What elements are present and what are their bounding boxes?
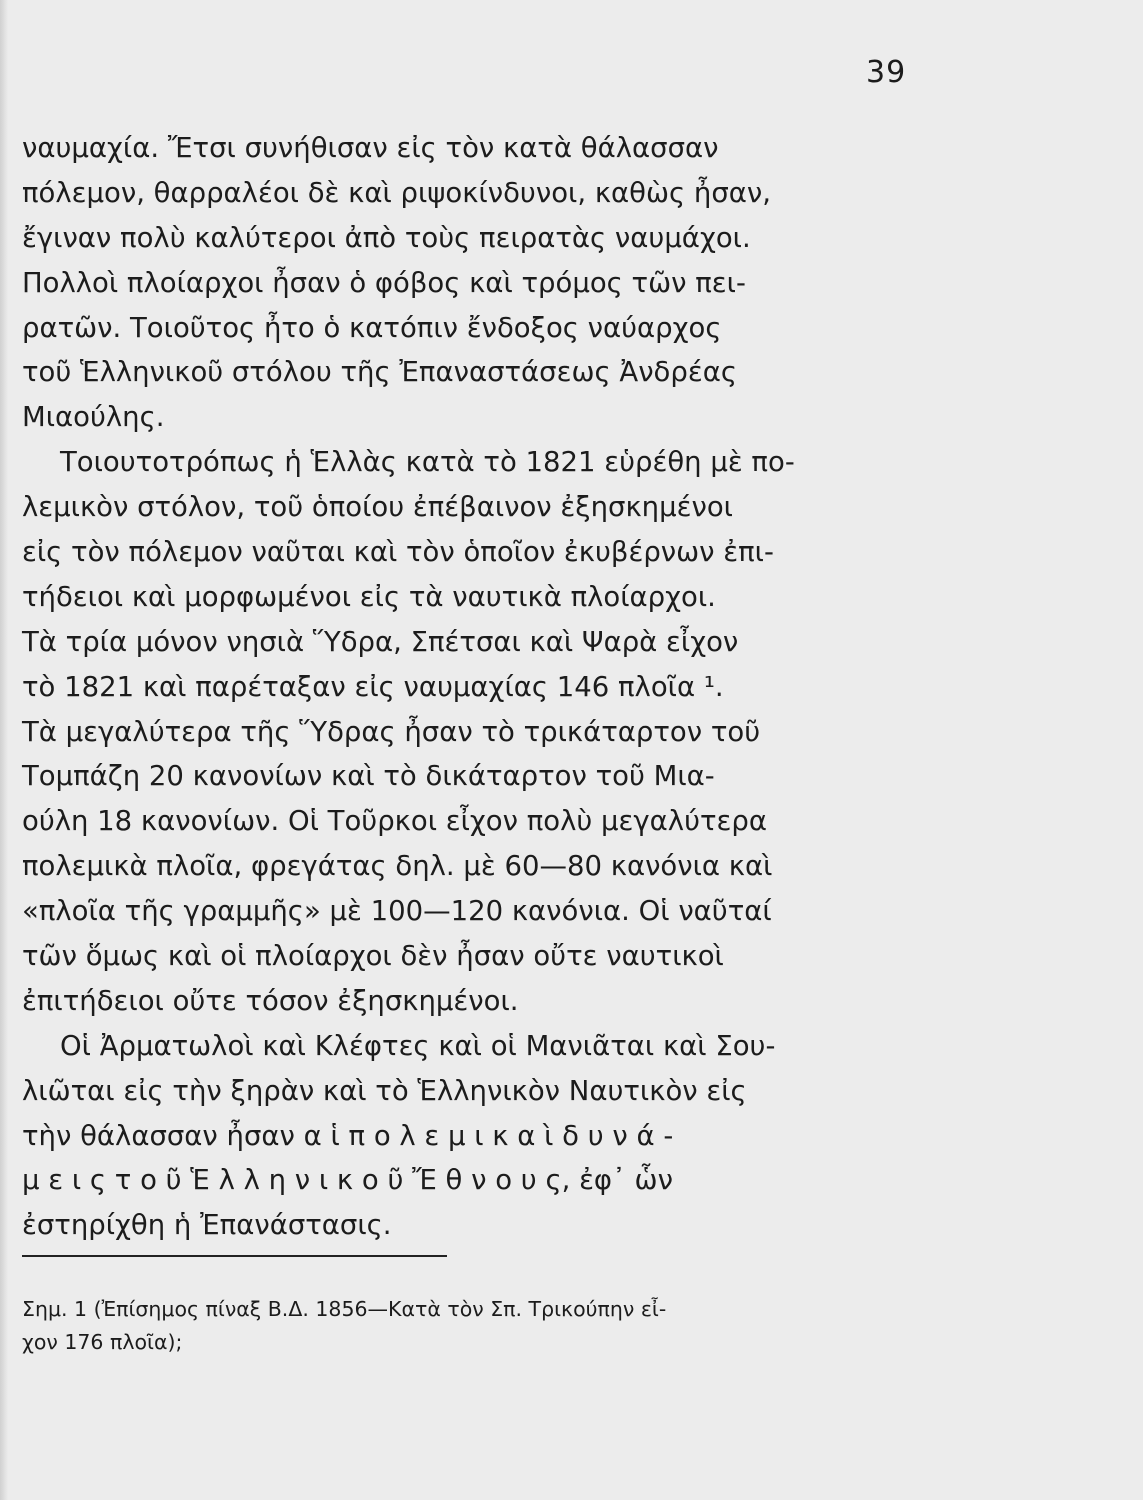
footnote-line: χον 176 πλοῖα); [22,1330,183,1354]
text-line: ρατῶν. Τοιοῦτος ἦτο ὁ κατόπιν ἔνδοξος ναύαρχος [22,311,722,344]
text-line: Μιαούλης. [22,401,165,434]
text-line: λεμικὸν στόλον, τοῦ ὁποίου ἐπέβαινον ἐξησκημένοι [22,491,733,524]
text-line: Τοιουτοτρόπως ἡ Ἑλλὰς κατὰ τὸ 1821 εὑρέθη μὲ πο- [60,446,795,479]
text-line: τήδειοι καὶ μορφωμένοι εἰς τὰ ναυτικὰ πλοίαρχοι. [22,580,716,613]
text-line: ἐπιτήδειοι οὔτε τόσον ἐξησκημένοι. [22,984,519,1017]
text-line: πολεμικὰ πλοῖα, φρεγάτας δηλ. μὲ 60—80 κανόνια καὶ [22,850,773,883]
footnote [22,1293,930,1359]
text-line: τὴν θάλασσαν ἦσαν α ἱ π ο λ ε μ ι κ α ὶ δ υ ν ά - [22,1119,674,1152]
text-line: τῶν ὅμως καὶ οἱ πλοίαρχοι δὲν ἦσαν οὔτε ναυτικοὶ [22,940,724,973]
text-line: λιῶται εἰς τὴν ξηρὰν καὶ τὸ Ἑλληνικὸν Ναυτικὸν εἰς [22,1074,747,1107]
text-line: μ ε ι ς τ ο ῦ Ἑ λ λ η ν ι κ ο ῦ Ἔ θ ν ο υ ς, ἐφ᾿ ὧν [22,1164,673,1197]
text-line: ἐστηρίχθη ἡ Ἐπανάστασις. [22,1209,392,1242]
page-number: 39 [866,55,907,90]
text-line: Τομπάζη 20 κανονίων καὶ τὸ δικάταρτον τοῦ Μια- [22,760,715,793]
page-edge-shadow [0,0,8,1500]
text-line: Τὰ τρία μόνον νησιὰ Ὕδρα, Σπέτσαι καὶ Ψαρὰ εἶχον [22,625,739,658]
footnote-divider [22,1255,447,1257]
text-line: ούλη 18 κανονίων. Οἱ Τοῦρκοι εἶχον πολὺ μεγαλύτερα [22,805,767,838]
text-line: εἰς τὸν πόλεμον ναῦται καὶ τὸν ὁποῖον ἐκυβέρνων ἐπι- [22,536,774,569]
text-line: τὸ 1821 καὶ παρέταξαν εἰς ναυμαχίας 146 πλοῖα ¹. [22,670,724,703]
text-line: πόλεμον, θαρραλέοι δὲ καὶ ριψοκίνδυνοι, καθὼς ἦσαν, [22,176,771,209]
text-line: τοῦ Ἑλληνικοῦ στόλου τῆς Ἐπαναστάσεως Ἀνδρέας [22,356,737,389]
text-line: Πολλοὶ πλοίαρχοι ἦσαν ὁ φόβος καὶ τρόμος τῶν πει- [22,266,746,299]
footnote-line: Σημ. 1 (Ἐπίσημος πίναξ Β.Δ. 1856—Κατὰ τὸν Σπ. Τρικούπην εἶ- [22,1297,667,1321]
body-text [22,126,930,1248]
text-line: «πλοῖα τῆς γραμμῆς» μὲ 100—120 κανόνια. Οἱ ναῦταί [22,895,772,928]
text-line: Τὰ μεγαλύτερα τῆς Ὕδρας ἦσαν τὸ τρικάταρτον τοῦ [22,715,761,748]
text-line: ἔγιναν πολὺ καλύτεροι ἀπὸ τοὺς πειρατὰς ναυμάχοι. [22,221,751,254]
text-line: Οἱ Ἀρματωλοὶ καὶ Κλέφτες καὶ οἱ Μανιᾶται καὶ Σου- [60,1029,776,1062]
text-line: ναυμαχία. Ἔτσι συνήθισαν εἰς τὸν κατὰ θάλασσαν [22,132,719,164]
